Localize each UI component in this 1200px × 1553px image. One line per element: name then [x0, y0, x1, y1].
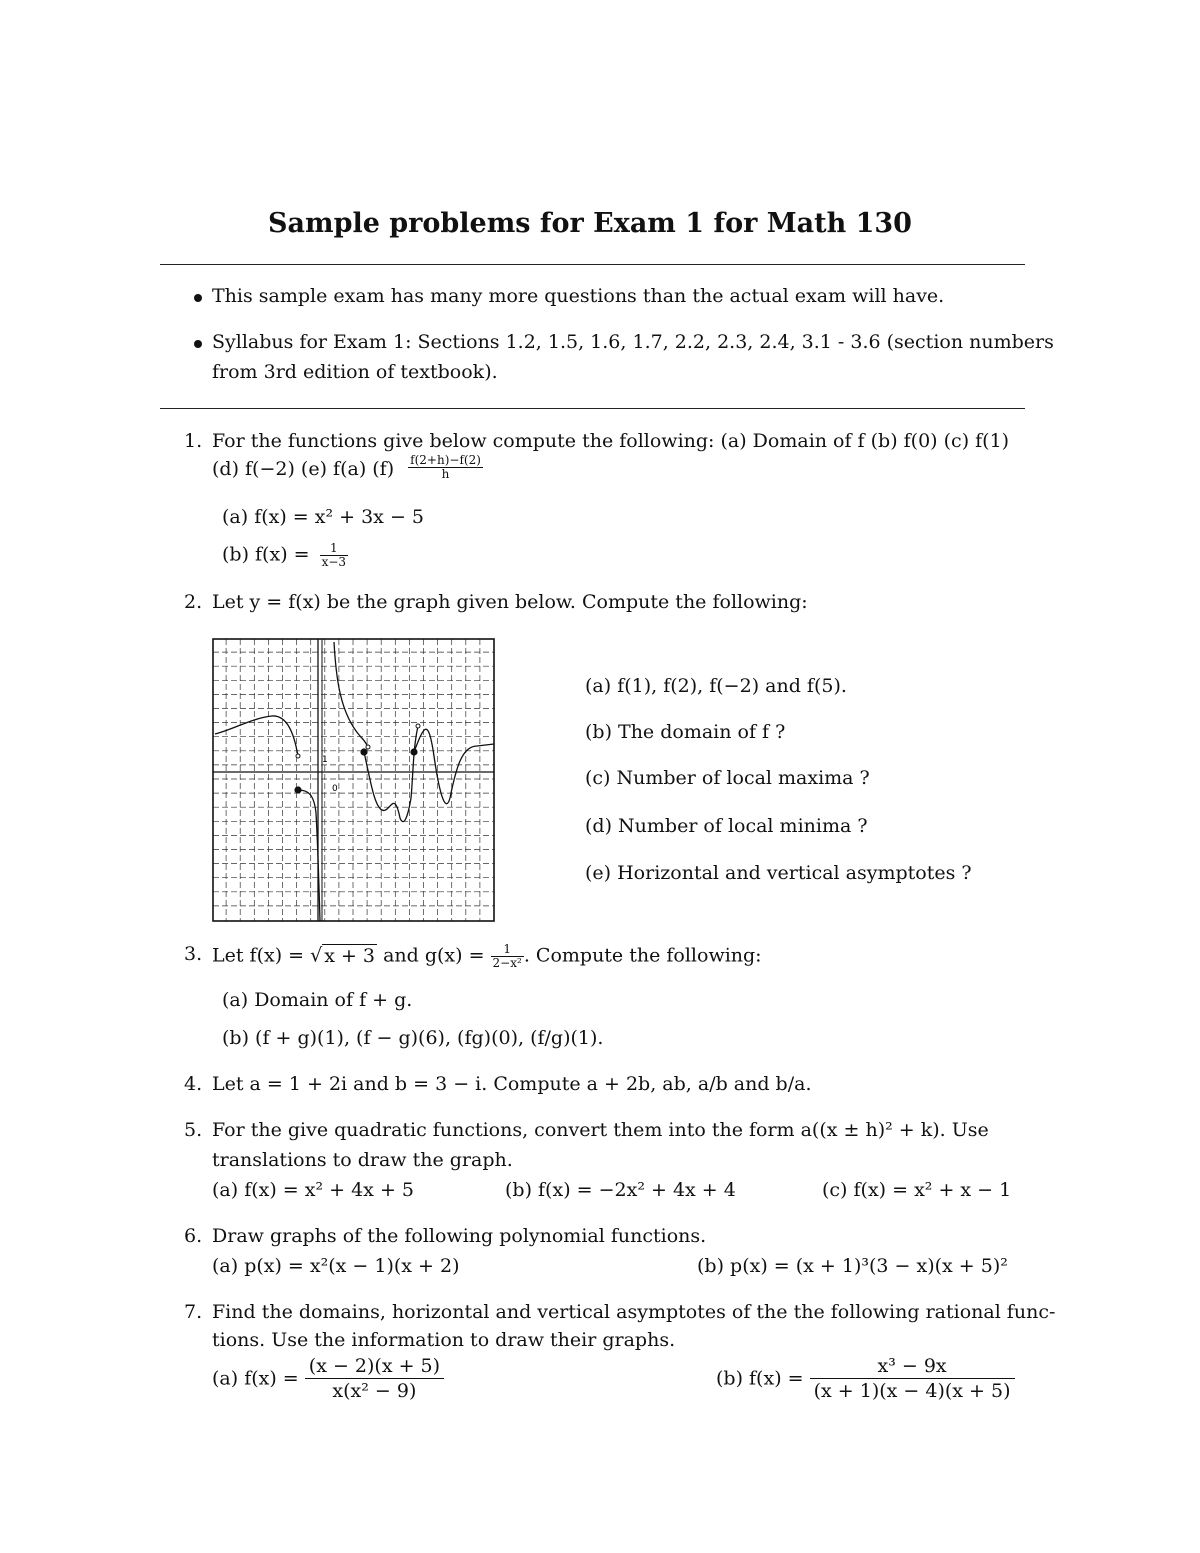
filled-point-middle: [360, 748, 367, 755]
q3-line: [212, 943, 762, 970]
q5-number: 5.: [184, 1119, 203, 1141]
q2-part-b: (b) The domain of f ?: [585, 721, 786, 743]
q5-part-b: (b) f(x) = −2x² + 4x + 4: [505, 1179, 736, 1201]
q6-number: 6.: [184, 1225, 203, 1247]
open-point-middle: [366, 745, 370, 749]
q5-part-a: (a) f(x) = x² + 4x + 5: [212, 1179, 414, 1201]
q6-part-a: (a) p(x) = x²(x − 1)(x + 2): [212, 1255, 460, 1277]
function-graph: [212, 638, 495, 922]
curve-left-branch-down: [298, 790, 320, 921]
q6-text: Draw graphs of the following polynomial functions.: [212, 1225, 707, 1247]
q7-part-b-num: x³ − 9x: [810, 1354, 1015, 1379]
bullet-text-2-cont: from 3rd edition of textbook).: [212, 361, 498, 383]
q3-suffix: . Compute the following:: [523, 944, 762, 967]
q7-part-a-frac: [305, 1354, 444, 1403]
q7-part-a: [212, 1354, 444, 1403]
q3-radicand: x + 3: [324, 944, 376, 967]
q3-number: 3.: [184, 943, 203, 965]
filled-point-left: [294, 786, 301, 793]
q2-text: Let y = f(x) be the graph given below. Compute the following:: [212, 591, 808, 613]
open-point-right: [416, 724, 420, 728]
q3-frac-num: 1: [491, 943, 524, 957]
q5-line2: translations to draw the graph.: [212, 1149, 513, 1171]
q2-number: 2.: [184, 591, 203, 613]
q7-line2: tions. Use the information to draw their graphs.: [212, 1329, 676, 1351]
q1-part-b-den: x−3: [321, 555, 347, 569]
bullet-icon: [194, 340, 202, 348]
graph-grid: [213, 639, 494, 921]
q7-part-b-prefix: (b) f(x) =: [716, 1367, 804, 1390]
q7-line1: Find the domains, horizontal and vertical asymptotes of the the following rational func-: [212, 1301, 1056, 1323]
q3-part-a: (a) Domain of f + g.: [222, 989, 413, 1011]
q1-part-b-text: (b) f(x) =: [222, 543, 310, 566]
q7-part-a-prefix: (a) f(x) =: [212, 1367, 299, 1390]
q1-part-b: [222, 542, 348, 569]
q3-frac-den: 2−x²: [492, 956, 522, 970]
q1-part-a: (a) f(x) = x² + 3x − 5: [222, 506, 424, 528]
curve-right-tail: [414, 729, 494, 803]
q7-part-b: [716, 1354, 1015, 1403]
q1-part-b-frac: [320, 542, 348, 569]
bottom-divider: [160, 408, 1025, 409]
bullet-icon: [194, 294, 202, 302]
q2-part-d: (d) Number of local minima ?: [585, 815, 868, 837]
q7-part-b-den: (x + 1)(x − 4)(x + 5): [813, 1380, 1011, 1402]
q7-number: 7.: [184, 1301, 203, 1323]
graph-label-one: 1: [322, 755, 328, 765]
q3-prefix: Let f(x) = √: [212, 944, 323, 967]
open-point-left: [296, 754, 300, 758]
q1-frac-num: f(2+h)−f(2): [410, 452, 481, 467]
curve-middle-oscillation: [364, 726, 418, 822]
q7-part-b-frac: [810, 1354, 1015, 1403]
q6-part-b: (b) p(x) = (x + 1)³(3 − x)(x + 5)²: [697, 1255, 1008, 1277]
q3-part-b: (b) (f + g)(1), (f − g)(6), (fg)(0), (f/g)(1).: [222, 1027, 604, 1049]
q3-frac: [491, 943, 524, 970]
filled-point-right: [410, 748, 417, 755]
top-divider: [160, 264, 1025, 265]
q2-part-a: (a) f(1), f(2), f(−2) and f(5).: [585, 675, 847, 697]
q4-number: 4.: [184, 1073, 203, 1095]
q3-middle: and g(x) =: [377, 944, 491, 967]
curve-left-hump: [215, 716, 298, 756]
graph-label-zero: 0: [332, 784, 338, 794]
q1-line2-text: (d) f(−2) (e) f(a) (f): [212, 458, 395, 480]
q1-number: 1.: [184, 430, 203, 452]
q5-line1: For the give quadratic functions, convert them into the form a((x ± h)² + k). Use: [212, 1119, 989, 1141]
q1-part-b-num: 1: [320, 542, 348, 556]
q1-frac-den: h: [441, 466, 450, 481]
q2-part-c: (c) Number of local maxima ?: [585, 767, 870, 789]
q7-part-a-den: x(x² − 9): [332, 1380, 417, 1402]
q1-line2: [212, 452, 483, 481]
q7-part-a-num: (x − 2)(x + 5): [305, 1354, 444, 1379]
page-title: Sample problems for Exam 1 for Math 130: [268, 208, 912, 239]
q5-part-c: (c) f(x) = x² + x − 1: [822, 1179, 1012, 1201]
bullet-text-1: This sample exam has many more questions than the actual exam will have.: [212, 285, 945, 307]
q4-text: Let a = 1 + 2i and b = 3 − i. Compute a + 2b, ab, a/b and b/a.: [212, 1073, 812, 1095]
q2-part-e: (e) Horizontal and vertical asymptotes ?: [585, 862, 972, 884]
bullet-text-2: Syllabus for Exam 1: Sections 1.2, 1.5, 1.6, 1.7, 2.2, 2.3, 2.4, 3.1 - 3.6 (section numbers: [212, 331, 1054, 353]
q1-difference-quotient: [408, 454, 483, 481]
q1-line1: For the functions give below compute the following: (a) Domain of f (b) f(0) (c) f(1): [212, 430, 1010, 452]
